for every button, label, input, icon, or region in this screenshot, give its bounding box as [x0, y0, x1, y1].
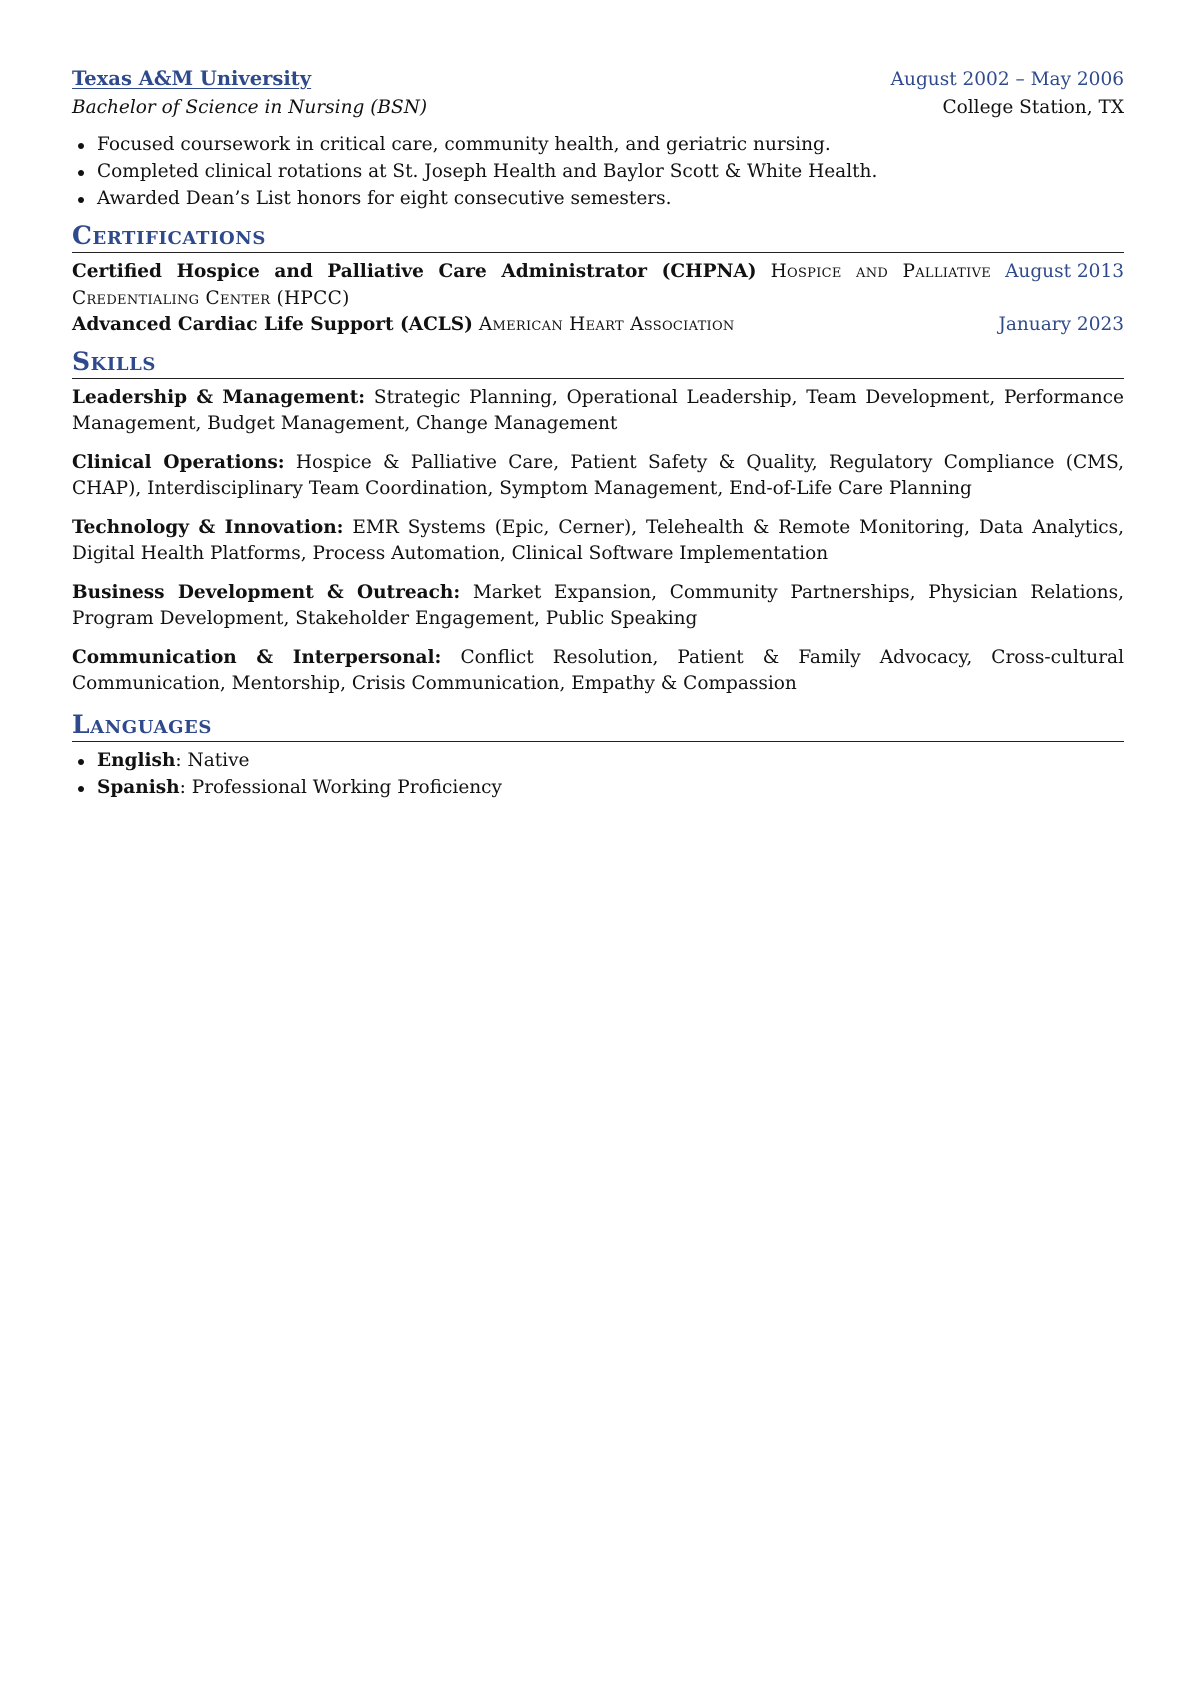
- education-subheader-row: [72, 95, 1124, 124]
- education-bullets: [72, 132, 1124, 213]
- education-header-row: [72, 66, 1124, 95]
- list-item: Completed clinical rotations at St. Joseph Health and Baylor Scott & White Health.: [97, 159, 1124, 186]
- list-item: [97, 748, 1124, 775]
- school-link[interactable]: Texas A&M University: [72, 67, 312, 90]
- certification-issuer: American Heart Association: [478, 314, 735, 335]
- skill-group-text: Strategic Planning, Operational Leadership, Team Development, Performance Management, Budget Management, Change Management: [72, 386, 1124, 434]
- education-dates: August 2002 – May 2006: [890, 69, 1124, 90]
- certification-date: August 2013: [1005, 261, 1124, 282]
- skill-group: [72, 450, 1124, 503]
- skill-group: [72, 580, 1124, 633]
- skill-group: [72, 645, 1124, 698]
- skill-group-text: EMR Systems (Epic, Cerner), Telehealth & Remote Monitoring, Data Analytics, Digital Health Platforms, Process Automation, Clinical Software Implementation: [72, 516, 1124, 564]
- certification-issuer: Hospice and Palliative Credentialing Center (HPCC): [72, 261, 992, 309]
- list-item: Awarded Dean’s List honors for eight consecutive semesters.: [97, 186, 1124, 213]
- skill-group-title: Business Development & Outreach:: [72, 581, 461, 603]
- certification-name: Advanced Cardiac Life Support (ACLS): [72, 314, 473, 335]
- degree: Bachelor of Science in Nursing (BSN): [72, 97, 428, 118]
- certification-text: [72, 312, 984, 339]
- certification-text: [72, 259, 991, 312]
- language-name: Spanish: [97, 776, 180, 798]
- certification-item: [72, 312, 1124, 339]
- education-entry: [72, 66, 1124, 213]
- skill-group-text: Market Expansion, Community Partnerships, Physician Relations, Program Development, Stakeholder Engagement, Public Speaking: [72, 581, 1124, 629]
- skills-list: [72, 385, 1124, 698]
- skill-group-text: Conflict Resolution, Patient & Family Advocacy, Cross-cultural Communication, Mentorship, Crisis Communication, Empathy & Compassion: [72, 646, 1124, 694]
- certifications-list: [72, 259, 1124, 339]
- section-heading-certifications: Certifications: [72, 221, 1124, 253]
- skill-group-text: Hospice & Palliative Care, Patient Safety & Quality, Regulatory Compliance (CMS, CHAP), Interdisciplinary Team Coordination, Symptom Management, End-of-Life Care Planning: [72, 451, 1125, 499]
- section-heading-languages: Languages: [72, 710, 1124, 742]
- skill-group-title: Technology & Innovation:: [72, 516, 344, 538]
- language-level: : Native: [175, 749, 250, 771]
- skill-group-title: Communication & Interpersonal:: [72, 646, 442, 668]
- certification-item: [72, 259, 1124, 312]
- language-name: English: [97, 749, 176, 771]
- languages-list: [72, 748, 1124, 802]
- section-heading-skills: Skills: [72, 347, 1124, 379]
- skill-group: [72, 385, 1124, 438]
- list-item: Focused coursework in critical care, community health, and geriatric nursing.: [97, 132, 1124, 159]
- certification-date: January 2023: [998, 314, 1124, 335]
- list-item: [97, 775, 1124, 802]
- skill-group-title: Clinical Operations:: [72, 451, 285, 473]
- language-level: : Professional Working Proficiency: [179, 776, 502, 798]
- certification-name: Certified Hospice and Palliative Care Administrator (CHPNA): [72, 261, 757, 282]
- skill-group: [72, 515, 1124, 568]
- education-location: College Station, TX: [942, 97, 1124, 118]
- skill-group-title: Leadership & Management:: [72, 386, 366, 408]
